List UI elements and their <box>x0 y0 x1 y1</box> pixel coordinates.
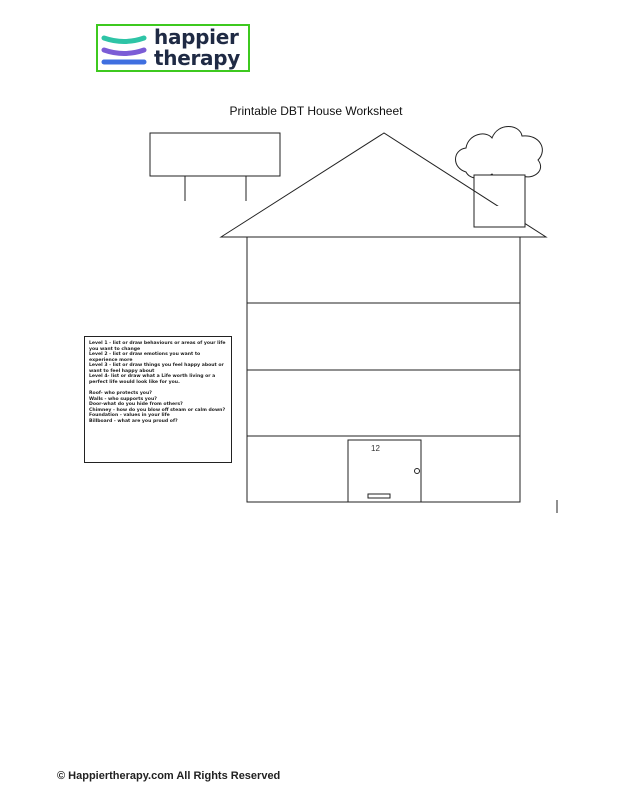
instruction-billboard: Billboard - what are you proud of? <box>89 418 178 424</box>
chimney-smoke-cloud <box>456 127 543 182</box>
instruction-door: Door-what do you hide from others? <box>89 402 183 407</box>
door <box>348 440 421 502</box>
logo-line-1: happier <box>154 25 239 49</box>
instruction-chimney: Chimney - how do you blow off steam or calm down? <box>89 407 226 413</box>
door-number: 12 <box>371 444 380 453</box>
billboard-sign <box>150 133 280 176</box>
instruction-level-3: Level 3 - list or draw things you feel happy about or want to feel happy about <box>89 363 224 374</box>
instructions-box <box>84 336 232 463</box>
copyright-footer: © Happiertherapy.com All Rights Reserved <box>57 770 281 782</box>
instruction-roof: Roof- who protects you? <box>89 391 152 396</box>
instruction-level-4: Level 4- list or draw what a Life worth living or a perfect life would look like for you. <box>89 374 216 385</box>
instruction-foundation: Foundation - values in your life <box>89 413 170 418</box>
instruction-level-1: Level 1 - list or draw behaviours or areas of your life you want to change <box>89 341 226 352</box>
logo-line-2: therapy <box>154 46 240 70</box>
door-knob <box>415 469 420 474</box>
billboard <box>150 133 280 201</box>
instruction-walls: Walls - who supports you? <box>89 396 157 402</box>
instruction-level-2: Level 2 - list or draw emotions you want to experience more <box>89 352 201 363</box>
page-title: Printable DBT House Worksheet <box>229 104 403 118</box>
door-mail-slot <box>368 494 390 498</box>
